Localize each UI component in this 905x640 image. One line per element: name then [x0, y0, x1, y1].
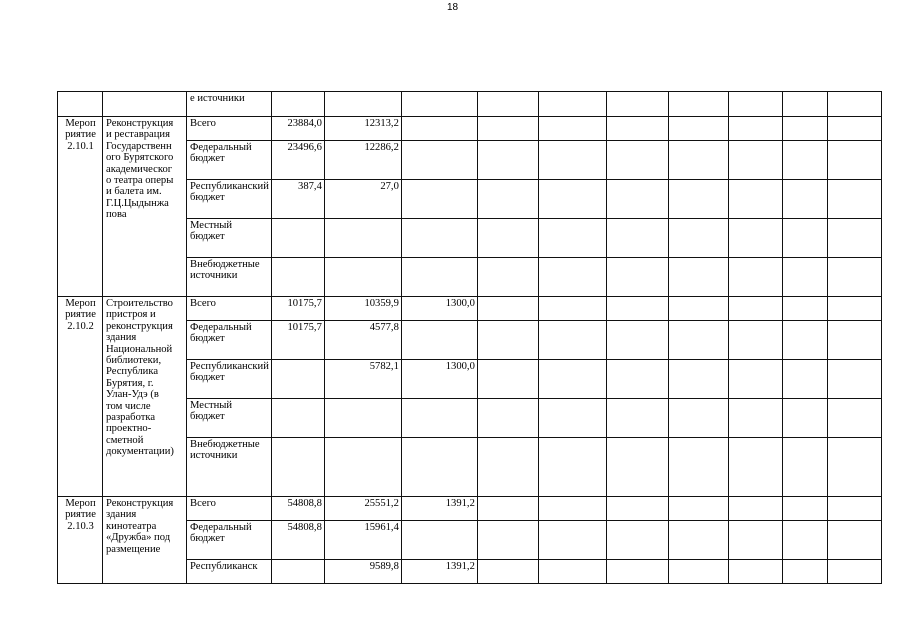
- table-cell: [271, 92, 324, 117]
- table-cell: [606, 521, 668, 560]
- table-cell: [827, 438, 881, 497]
- value-cell: [401, 258, 477, 297]
- source-cell: Внебюджетные источники: [187, 438, 272, 497]
- table-cell: [728, 560, 782, 584]
- source-cell: Федеральный бюджет: [187, 321, 272, 360]
- table-cell: [782, 521, 827, 560]
- table-cell: [782, 321, 827, 360]
- table-cell: [827, 497, 881, 521]
- table-cell: [782, 219, 827, 258]
- page-number: 18: [446, 2, 459, 13]
- table-cell: [477, 180, 538, 219]
- value-cell: 25551,2: [324, 497, 401, 521]
- table-cell: [606, 321, 668, 360]
- table-cell: [538, 219, 606, 258]
- value-cell: 10359,9: [324, 297, 401, 321]
- measure-name-line: Улан-Удэ (в: [106, 389, 159, 401]
- table-cell: [606, 180, 668, 219]
- table-cell: [477, 297, 538, 321]
- measure-name-line: пристроя и: [106, 309, 156, 321]
- table-cell: [782, 560, 827, 584]
- table-cell: [728, 297, 782, 321]
- measure-name-line: реконструкция: [106, 320, 173, 332]
- table-cell: [538, 297, 606, 321]
- measure-id-line: 2.10.3: [67, 520, 94, 532]
- table-cell: [477, 399, 538, 438]
- value-cell: [271, 399, 324, 438]
- table-cell: [782, 180, 827, 219]
- measure-name-line: здания: [106, 332, 137, 344]
- source-cell: Федеральный бюджет: [187, 141, 272, 180]
- value-cell: 387,4: [271, 180, 324, 219]
- value-cell: [401, 141, 477, 180]
- table-cell: [728, 180, 782, 219]
- measure-name-line: Бурятия, г.: [106, 377, 154, 389]
- table-row: [58, 497, 882, 521]
- value-cell: [401, 399, 477, 438]
- measure-name-line: пова: [106, 209, 127, 221]
- value-cell: [324, 219, 401, 258]
- value-cell: 5782,1: [324, 360, 401, 399]
- table-cell: [606, 297, 668, 321]
- source-cell: е источники: [187, 92, 272, 117]
- measure-id-cell: [58, 297, 103, 497]
- table-cell: [668, 141, 728, 180]
- table-cell: [538, 360, 606, 399]
- value-cell: [401, 521, 477, 560]
- measure-id-line: 2.10.2: [67, 320, 94, 332]
- table-cell: [728, 219, 782, 258]
- measure-name-line: библиотеки,: [106, 355, 162, 367]
- table-cell: [606, 258, 668, 297]
- table-cell: [668, 258, 728, 297]
- table-cell: [477, 141, 538, 180]
- table-row: [58, 297, 882, 321]
- measure-id-line: Мероп: [65, 498, 96, 509]
- table-cell: [827, 180, 881, 219]
- table-cell: [324, 92, 401, 117]
- table-cell: [668, 92, 728, 117]
- table-cell: [538, 560, 606, 584]
- table-cell: [477, 117, 538, 141]
- source-cell: Республиканск: [187, 560, 272, 584]
- value-cell: 15961,4: [324, 521, 401, 560]
- table-cell: [668, 117, 728, 141]
- table-cell: [606, 92, 668, 117]
- table-cell: [827, 219, 881, 258]
- measure-name-line: Реконструкция: [106, 118, 174, 129]
- value-cell: [401, 321, 477, 360]
- source-cell: Всего: [187, 497, 272, 521]
- measure-name-line: размещение: [106, 543, 161, 555]
- value-cell: 27,0: [324, 180, 401, 219]
- table-cell: [668, 399, 728, 438]
- table-cell: [477, 521, 538, 560]
- value-cell: 10175,7: [271, 321, 324, 360]
- table-cell: [827, 297, 881, 321]
- table-cell: [477, 497, 538, 521]
- table-cell: [728, 321, 782, 360]
- table-cell: [477, 560, 538, 584]
- table-cell: [668, 497, 728, 521]
- table-cell: [728, 360, 782, 399]
- table-cell: [477, 92, 538, 117]
- source-cell: Всего: [187, 297, 272, 321]
- measure-name-line: Г.Ц.Цыдынжа: [106, 197, 169, 209]
- table-cell: [827, 321, 881, 360]
- table-cell: [538, 399, 606, 438]
- table-row: [58, 92, 882, 117]
- table-cell: [728, 399, 782, 438]
- table-cell: [782, 117, 827, 141]
- measure-name-line: Республика: [106, 366, 159, 378]
- table-cell: [728, 92, 782, 117]
- table-cell: [538, 438, 606, 497]
- table-cell: [827, 92, 881, 117]
- table-cell: [827, 560, 881, 584]
- table-cell: [668, 521, 728, 560]
- measure-name-line: и балета им.: [106, 186, 162, 198]
- table-cell: [827, 141, 881, 180]
- table-cell: [728, 521, 782, 560]
- table-cell: [477, 258, 538, 297]
- table-cell: [728, 141, 782, 180]
- measure-name-line: Реконструкция: [106, 498, 174, 509]
- table-cell: [782, 438, 827, 497]
- measure-name-line: разработка: [106, 412, 156, 424]
- table-cell: [668, 321, 728, 360]
- table-cell: [538, 141, 606, 180]
- table-cell: [538, 92, 606, 117]
- value-cell: [401, 117, 477, 141]
- table-cell: [606, 399, 668, 438]
- measure-name-line: проектно-: [106, 423, 152, 435]
- measure-id-line: риятие: [65, 129, 96, 141]
- value-cell: [324, 399, 401, 438]
- table-cell: [606, 141, 668, 180]
- table-cell: [782, 360, 827, 399]
- table-cell: [606, 497, 668, 521]
- measure-name-cell: [103, 117, 187, 297]
- table-cell: [477, 219, 538, 258]
- measure-id-line: Мероп: [65, 298, 96, 309]
- measure-name-cell: [103, 297, 187, 497]
- table-cell: [538, 321, 606, 360]
- value-cell: [401, 180, 477, 219]
- table-cell: [477, 321, 538, 360]
- measure-name-line: сметной: [106, 434, 144, 446]
- table-cell: [668, 560, 728, 584]
- table-cell: [606, 117, 668, 141]
- value-cell: 1391,2: [401, 560, 477, 584]
- value-cell: [324, 438, 401, 497]
- table-cell: [782, 258, 827, 297]
- table-cell: [606, 219, 668, 258]
- measure-id-line: риятие: [65, 309, 96, 321]
- measure-name-line: «Дружба» под: [106, 532, 171, 544]
- measure-name-line: Государственн: [106, 140, 172, 152]
- measure-name-line: том числе: [106, 400, 151, 412]
- table-cell: [827, 360, 881, 399]
- table-cell: [538, 521, 606, 560]
- measure-name-line: ого Бурятского: [106, 152, 174, 164]
- table-cell: [827, 258, 881, 297]
- table-cell: [477, 438, 538, 497]
- table-cell: [538, 497, 606, 521]
- table-cell: [668, 219, 728, 258]
- budget-table: [57, 91, 882, 584]
- source-cell: Республиканский бюджет: [187, 180, 272, 219]
- measure-id-line: 2.10.1: [67, 140, 94, 152]
- value-cell: 4577,8: [324, 321, 401, 360]
- measure-name-line: Национальной: [106, 343, 173, 355]
- value-cell: [271, 219, 324, 258]
- table-cell: [728, 497, 782, 521]
- value-cell: 54808,8: [271, 497, 324, 521]
- table-cell: [401, 92, 477, 117]
- source-cell: Внебюджетные источники: [187, 258, 272, 297]
- table-cell: [538, 180, 606, 219]
- table-cell: [782, 497, 827, 521]
- table-cell: [668, 438, 728, 497]
- source-cell: Всего: [187, 117, 272, 141]
- table-cell: [782, 141, 827, 180]
- table-cell: [728, 258, 782, 297]
- table-cell: [103, 92, 187, 117]
- value-cell: 54808,8: [271, 521, 324, 560]
- measure-name-line: кинотеатра: [106, 520, 157, 532]
- value-cell: [401, 219, 477, 258]
- value-cell: [271, 258, 324, 297]
- table-cell: [782, 297, 827, 321]
- measure-name-line: и реставрация: [106, 129, 170, 141]
- source-cell: Республиканский бюджет: [187, 360, 272, 399]
- value-cell: [271, 360, 324, 399]
- value-cell: 1391,2: [401, 497, 477, 521]
- measure-name-line: о театра оперы: [106, 175, 174, 187]
- table-cell: [728, 117, 782, 141]
- measure-id-line: риятие: [65, 509, 96, 521]
- table-cell: [827, 117, 881, 141]
- table-cell: [668, 297, 728, 321]
- table-cell: [827, 521, 881, 560]
- value-cell: [324, 258, 401, 297]
- value-cell: 10175,7: [271, 297, 324, 321]
- source-cell: Местный бюджет: [187, 399, 272, 438]
- measure-name-line: академическог: [106, 163, 173, 175]
- measure-name-line: документации): [106, 446, 174, 458]
- table-row: [58, 117, 882, 141]
- value-cell: 12313,2: [324, 117, 401, 141]
- measure-name-line: Строительство: [106, 298, 173, 309]
- measure-id-cell: [58, 497, 103, 584]
- value-cell: 12286,2: [324, 141, 401, 180]
- measure-id-line: Мероп: [65, 118, 96, 129]
- table-cell: [606, 438, 668, 497]
- table-cell: [538, 117, 606, 141]
- source-cell: Местный бюджет: [187, 219, 272, 258]
- value-cell: [271, 560, 324, 584]
- value-cell: [401, 438, 477, 497]
- value-cell: 23884,0: [271, 117, 324, 141]
- table-cell: [477, 360, 538, 399]
- measure-name-line: здания: [106, 509, 137, 521]
- value-cell: [271, 438, 324, 497]
- table-cell: [538, 258, 606, 297]
- value-cell: 9589,8: [324, 560, 401, 584]
- source-cell: Федеральный бюджет: [187, 521, 272, 560]
- table-cell: [668, 360, 728, 399]
- table-cell: [782, 399, 827, 438]
- table-cell: [58, 92, 103, 117]
- value-cell: 1300,0: [401, 360, 477, 399]
- table-cell: [728, 438, 782, 497]
- table-cell: [827, 399, 881, 438]
- measure-id-cell: [58, 117, 103, 297]
- value-cell: 1300,0: [401, 297, 477, 321]
- table-cell: [606, 560, 668, 584]
- table-cell: [782, 92, 827, 117]
- value-cell: 23496,6: [271, 141, 324, 180]
- measure-name-cell: [103, 497, 187, 584]
- table-cell: [668, 180, 728, 219]
- table-cell: [606, 360, 668, 399]
